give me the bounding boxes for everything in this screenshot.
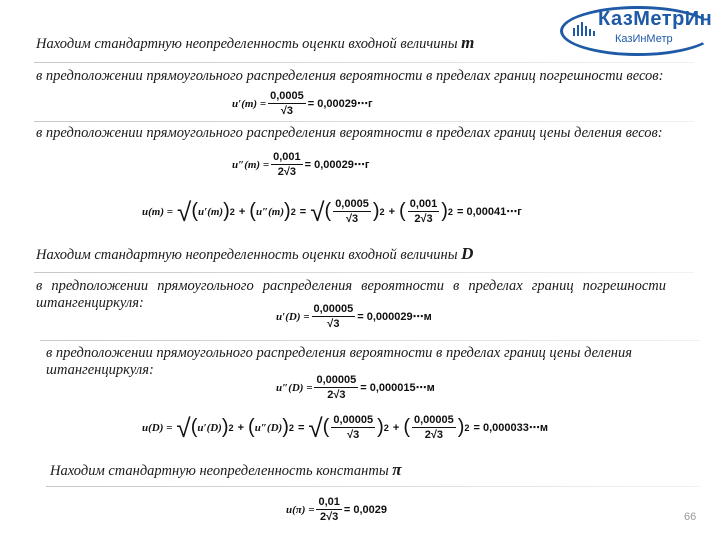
formula-u1-D: u′(D) = $\frac{0,00005}{√3}$ = 0,000029⋯м	[276, 303, 432, 330]
heading-m: Находим стандартную неопределенность оценки входной величины m	[36, 33, 475, 52]
heading-pi: Находим стандартную неопределенность константы π	[50, 460, 402, 479]
logo-name: КазМетрИн	[598, 8, 713, 30]
formula-u-D: u(D) = √ ( u′(D) ) 2 + ( u″(D) ) 2 = √ ( $\frac{0,00005}{√3}$ ) 2 + ( $\frac{0,00005}{2√3}$ ) 2 = 0,000033⋯м	[142, 412, 549, 443]
symbol-m: m	[461, 33, 475, 52]
symbol-pi: π	[392, 460, 402, 479]
divider	[46, 486, 700, 487]
divider	[34, 121, 694, 122]
heading-D: Находим стандартную неопределенность оценки входной величины D	[36, 244, 474, 263]
para-scale-error: в предположении прямоугольного распределения вероятности в пределах границ погрешности весов:	[36, 68, 664, 84]
divider	[40, 340, 700, 341]
para-caliper-division: в предположении прямоугольного распределения вероятности в пределах границ цены деления штангенциркуля:	[46, 345, 632, 378]
para-caliper-error: в предположении прямоугольного распределения вероятности в пределах границ погрешности штангенциркуля:	[36, 278, 666, 311]
formula-u2-D: u″(D) = $\frac{0,00005}{2√3}$ = 0,000015⋯м	[276, 374, 435, 401]
divider	[34, 272, 694, 273]
logo-subtitle: КазИнМетр	[615, 33, 673, 45]
symbol-D: D	[461, 244, 474, 263]
divider	[34, 62, 694, 63]
formula-u-pi: u(π) = $\frac{0,01}{2√3}$ = 0,0029	[286, 496, 388, 523]
page-number: 66	[684, 511, 697, 523]
para-scale-division: в предположении прямоугольного распределения вероятности в пределах границ цены деления весов:	[36, 125, 663, 141]
formula-u2-m: u″(m) = $\frac{0,001}{2√3}$ = 0,00029⋯г	[232, 151, 370, 178]
formula-u-m: u(m) = √ ( u′(m) ) 2 + ( u″(m) ) 2 = √ ( $\frac{0,0005}{√3}$ ) 2 + ( $\frac{0,001}{2√3}$ ) 2 = 0,00041⋯г	[142, 196, 522, 227]
formula-u1-m: u′(m) = $\frac{0,0005}{√3}$ = 0,00029⋯г	[232, 90, 373, 117]
